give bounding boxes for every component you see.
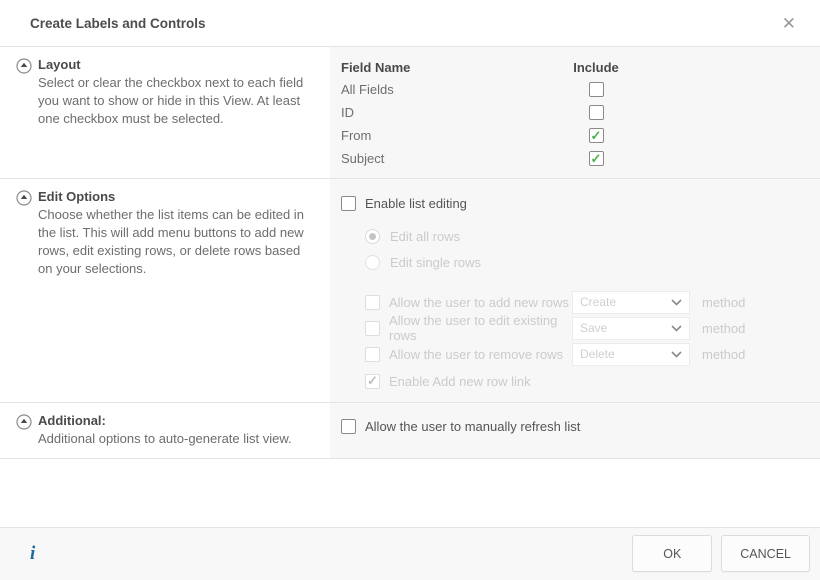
section-layout [0,47,820,179]
section-edit-options-right [330,179,820,402]
add-new-rows-checkbox [365,295,380,310]
section-additional-right [330,403,820,458]
manual-refresh-row [341,414,808,438]
add-new-rows-label: Allow the user to add new rows [389,294,569,310]
dialog-title: Create Labels and Controls [30,15,206,31]
method-suffix: method [702,346,746,362]
manual-refresh-checkbox[interactable] [341,419,356,434]
enable-add-new-row-link-checkbox [365,374,380,389]
edit-existing-rows-checkbox [365,321,380,336]
collapse-icon[interactable] [16,190,32,206]
section-title: Edit Options [38,189,116,204]
save-method-value: Save [580,321,608,335]
dialog-footer [0,527,820,580]
close-icon[interactable]: ✕ [781,13,796,33]
edit-existing-rows-row [365,315,808,341]
section-additional [0,403,820,459]
delete-method-select [572,343,690,366]
enable-add-new-row-link-label: Enable Add new row link [389,373,531,389]
section-description: Additional options to auto-generate list view. [38,431,292,446]
create-method-select [572,291,690,314]
enable-list-editing-checkbox[interactable] [341,196,356,211]
method-suffix: method [702,294,746,310]
ok-button[interactable]: OK [632,535,712,572]
field-label: Subject [341,151,385,166]
edit-single-rows-label: Edit single rows [390,254,482,270]
remove-rows-row [365,341,808,367]
field-label: ID [341,105,354,120]
section-additional-left [0,403,330,458]
collapse-icon[interactable] [16,58,32,74]
edit-single-rows-radio [365,255,380,270]
include-checkbox-id[interactable] [589,105,604,120]
dialog-body-spacer [0,459,820,527]
field-row [341,78,808,101]
include-checkbox-from[interactable] [589,128,604,143]
edit-all-rows-label: Edit all rows [390,228,461,244]
info-icon[interactable]: i [30,542,36,564]
enable-list-editing-row [341,191,808,215]
section-edit-options-left [0,179,330,402]
field-row [341,147,808,170]
edit-all-rows-radio [365,229,380,244]
enable-list-editing-label: Enable list editing [365,195,467,211]
field-name-header: Field Name [341,59,411,75]
collapse-icon[interactable] [16,414,32,430]
include-checkbox-all-fields[interactable] [589,82,604,97]
field-row [341,101,808,124]
method-suffix: method [702,320,746,336]
chevron-down-icon [671,351,682,358]
dialog-header [0,0,820,47]
manual-refresh-label: Allow the user to manually refresh list [365,418,581,434]
cancel-button[interactable]: CANCEL [721,535,810,572]
field-table-header [341,56,808,78]
add-new-rows-row [365,289,808,315]
section-description: Select or clear the checkbox next to each field you want to show or hide in this View. At least one checkbox must be selected. [38,75,304,126]
section-title: Layout [38,57,81,72]
chevron-down-icon [671,299,682,306]
field-label: From [341,128,372,143]
section-edit-options [0,179,820,403]
remove-rows-label: Allow the user to remove rows [389,346,564,362]
section-title: Additional: [38,413,106,428]
include-header: Include [573,59,619,75]
chevron-down-icon [671,325,682,332]
edit-existing-rows-label: Allow the user to edit existing rows [389,313,558,343]
field-label: All Fields [341,82,394,97]
delete-method-value: Delete [580,347,615,361]
field-row [341,124,808,147]
enable-add-new-row-link-row [365,368,808,394]
remove-rows-checkbox [365,347,380,362]
edit-all-rows-row [365,223,808,249]
section-layout-left [0,47,330,178]
create-method-value: Create [580,295,617,309]
save-method-select [572,317,690,340]
edit-single-rows-row [365,249,808,275]
section-layout-right [330,47,820,178]
section-description: Choose whether the list items can be edited in the list. This will add menu buttons to add new rows, edit existing rows, or delete rows based on your selections. [38,207,304,276]
include-checkbox-subject[interactable] [589,151,604,166]
